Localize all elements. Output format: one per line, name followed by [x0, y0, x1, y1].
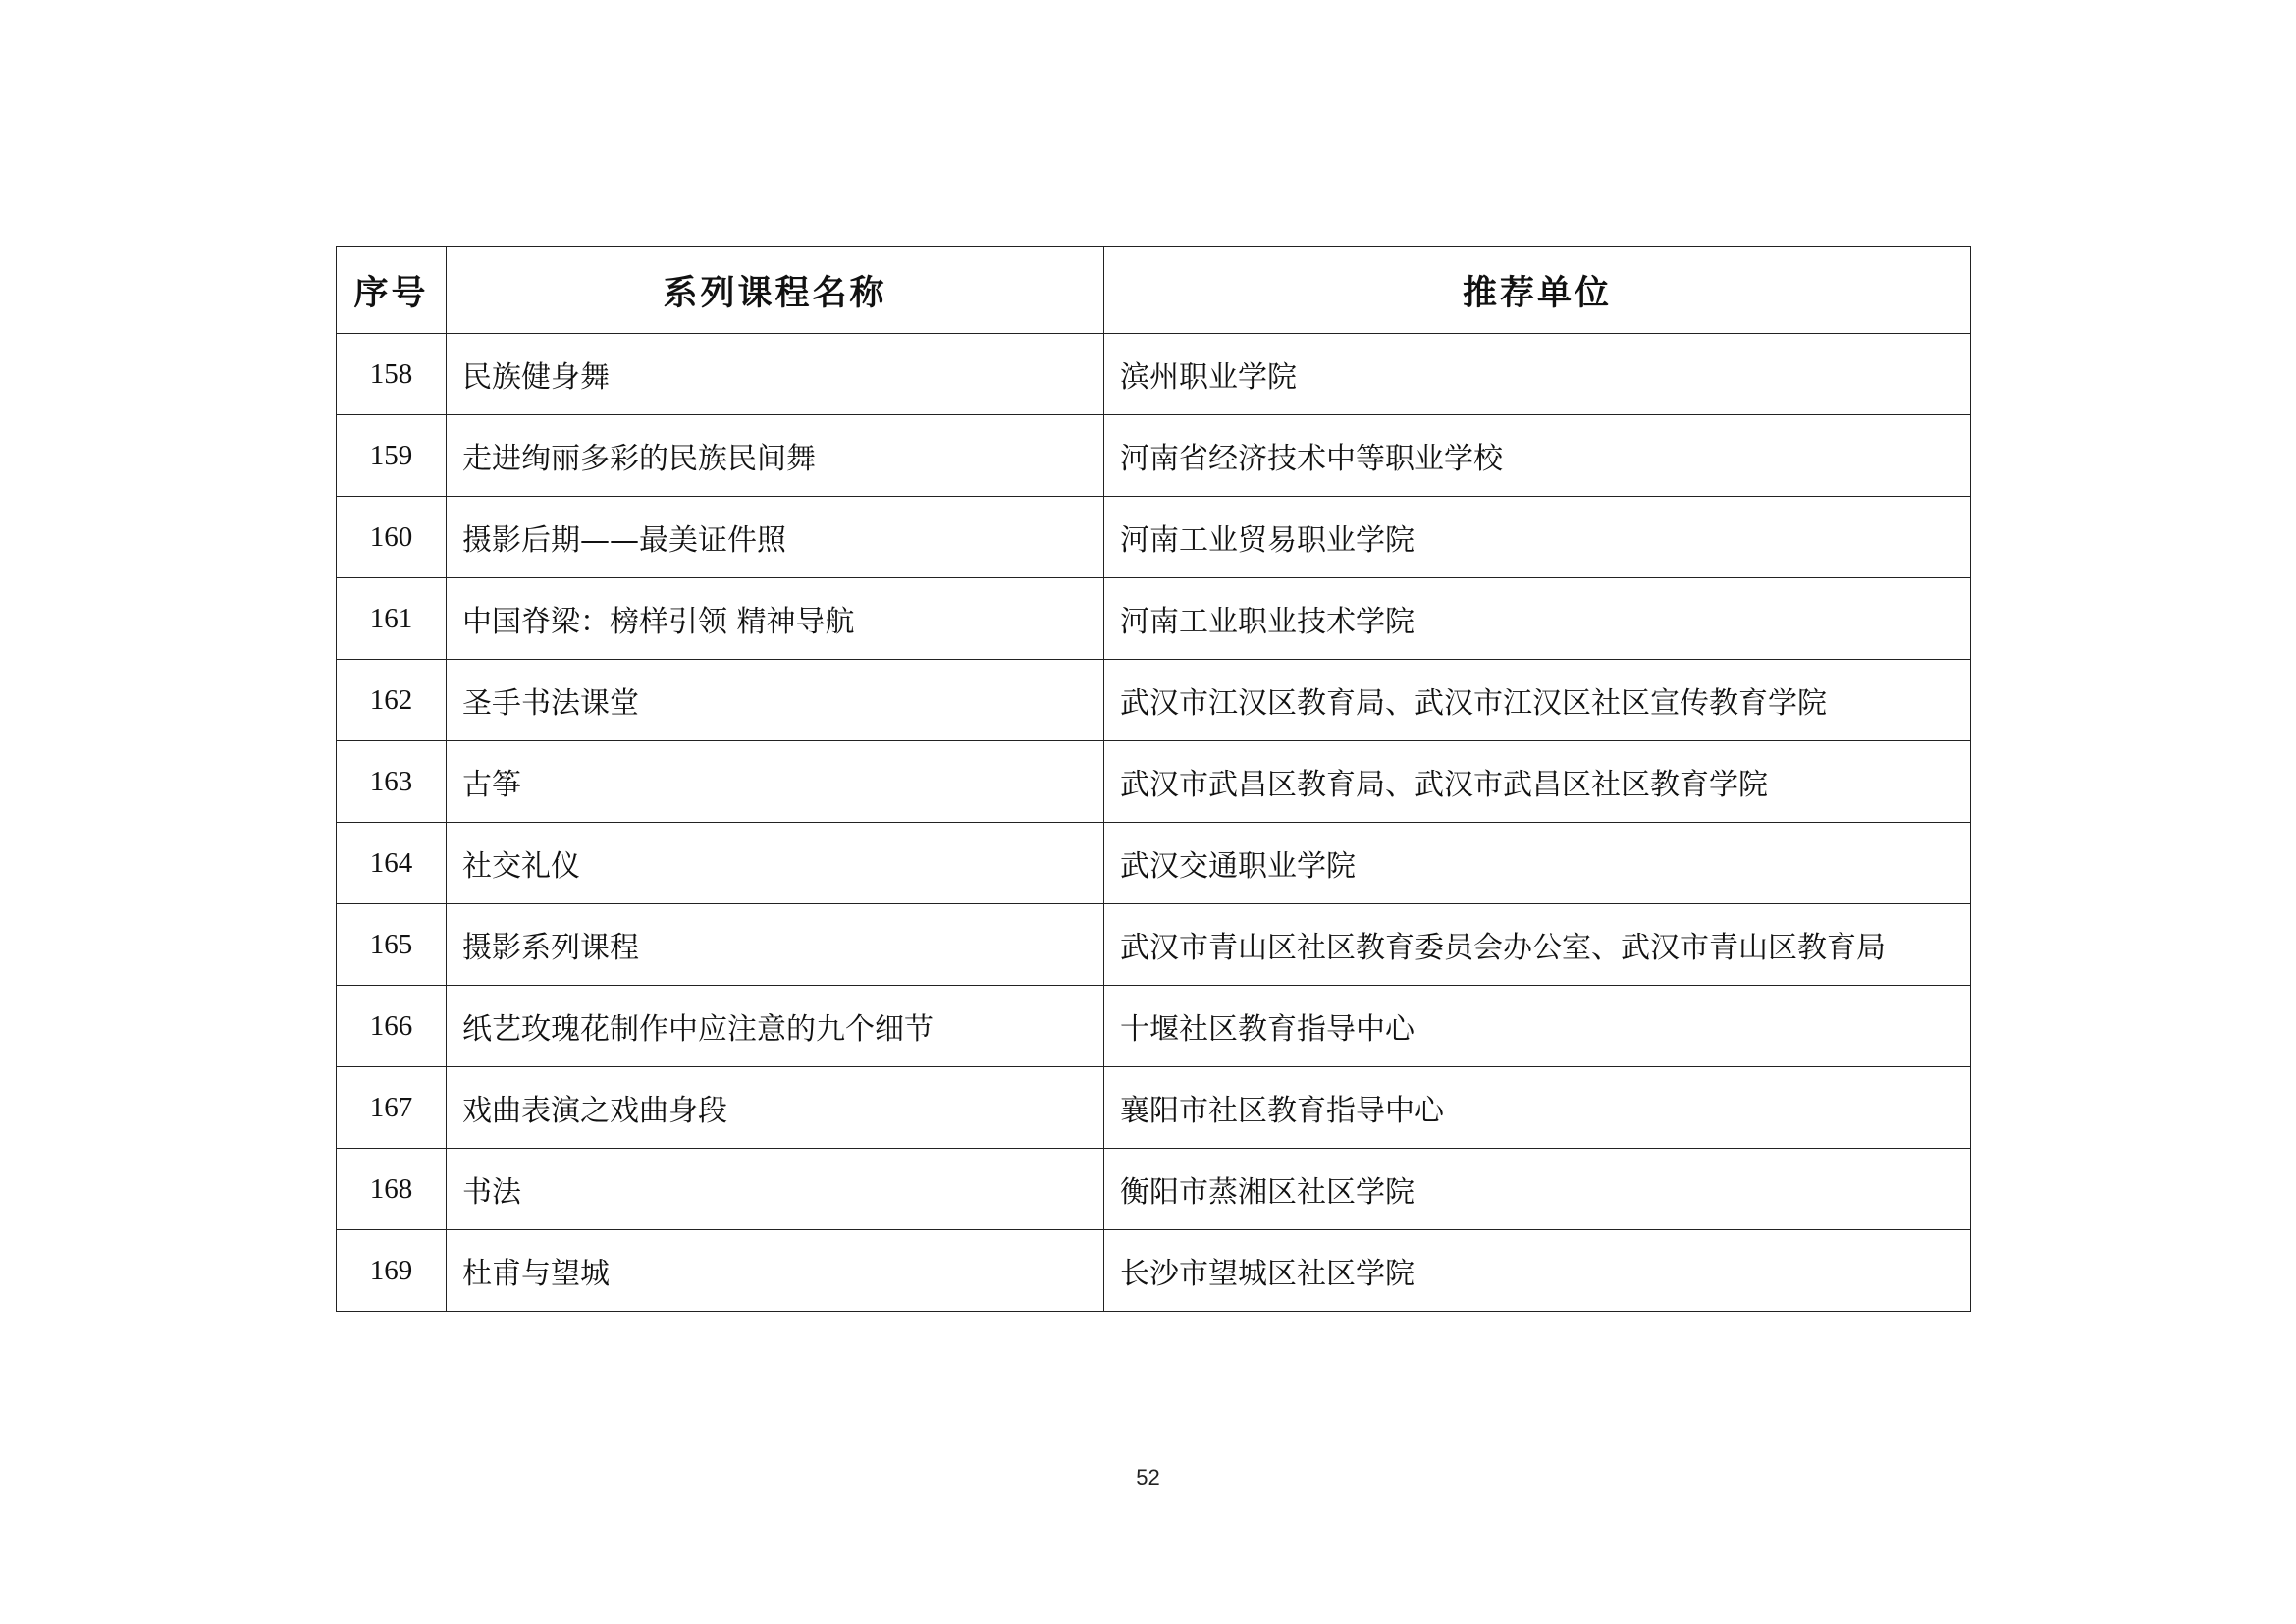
- table-body: [337, 334, 1971, 1312]
- row-course-name: 中国脊梁：榜样引领 精神导航: [447, 578, 1104, 660]
- row-serial-number: 164: [337, 823, 447, 904]
- table-row: [337, 578, 1971, 660]
- row-course-name: 纸艺玫瑰花制作中应注意的九个细节: [447, 986, 1104, 1067]
- row-course-name: 摄影后期——最美证件照: [447, 497, 1104, 578]
- header-serial-number: 序号: [337, 247, 447, 334]
- row-course-name: 摄影系列课程: [447, 904, 1104, 986]
- row-recommending-unit: 河南工业职业技术学院: [1104, 578, 1971, 660]
- row-serial-number: 165: [337, 904, 447, 986]
- row-recommending-unit: 河南省经济技术中等职业学校: [1104, 415, 1971, 497]
- table-row: [337, 1149, 1971, 1230]
- header-course-name: 系列课程名称: [447, 247, 1104, 334]
- row-recommending-unit: 武汉市武昌区教育局、武汉市武昌区社区教育学院: [1104, 741, 1971, 823]
- table-row: [337, 1230, 1971, 1312]
- table-row: [337, 660, 1971, 741]
- row-serial-number: 167: [337, 1067, 447, 1149]
- row-serial-number: 160: [337, 497, 447, 578]
- table-row: [337, 334, 1971, 415]
- row-recommending-unit: 武汉市青山区社区教育委员会办公室、武汉市青山区教育局: [1104, 904, 1971, 986]
- row-serial-number: 168: [337, 1149, 447, 1230]
- row-recommending-unit: 武汉交通职业学院: [1104, 823, 1971, 904]
- row-course-name: 杜甫与望城: [447, 1230, 1104, 1312]
- row-course-name: 书法: [447, 1149, 1104, 1230]
- row-course-name: 戏曲表演之戏曲身段: [447, 1067, 1104, 1149]
- row-recommending-unit: 河南工业贸易职业学院: [1104, 497, 1971, 578]
- table-row: [337, 741, 1971, 823]
- row-serial-number: 158: [337, 334, 447, 415]
- row-course-name: 古筝: [447, 741, 1104, 823]
- row-serial-number: 169: [337, 1230, 447, 1312]
- table-row: [337, 415, 1971, 497]
- row-recommending-unit: 襄阳市社区教育指导中心: [1104, 1067, 1971, 1149]
- row-course-name: 民族健身舞: [447, 334, 1104, 415]
- table-row: [337, 1067, 1971, 1149]
- row-recommending-unit: 衡阳市蒸湘区社区学院: [1104, 1149, 1971, 1230]
- table-row: [337, 986, 1971, 1067]
- header-recommending-unit: 推荐单位: [1104, 247, 1971, 334]
- table-row: [337, 904, 1971, 986]
- row-serial-number: 163: [337, 741, 447, 823]
- table-row: [337, 823, 1971, 904]
- row-course-name: 圣手书法课堂: [447, 660, 1104, 741]
- table-row: [337, 497, 1971, 578]
- row-recommending-unit: 十堰社区教育指导中心: [1104, 986, 1971, 1067]
- table-header-row: [337, 247, 1971, 334]
- row-recommending-unit: 武汉市江汉区教育局、武汉市江汉区社区宣传教育学院: [1104, 660, 1971, 741]
- row-recommending-unit: 长沙市望城区社区学院: [1104, 1230, 1971, 1312]
- row-recommending-unit: 滨州职业学院: [1104, 334, 1971, 415]
- row-serial-number: 166: [337, 986, 447, 1067]
- course-table: [336, 246, 1971, 1312]
- row-serial-number: 162: [337, 660, 447, 741]
- row-course-name: 社交礼仪: [447, 823, 1104, 904]
- row-serial-number: 161: [337, 578, 447, 660]
- row-serial-number: 159: [337, 415, 447, 497]
- page-number: 52: [1136, 1465, 1160, 1489]
- row-course-name: 走进绚丽多彩的民族民间舞: [447, 415, 1104, 497]
